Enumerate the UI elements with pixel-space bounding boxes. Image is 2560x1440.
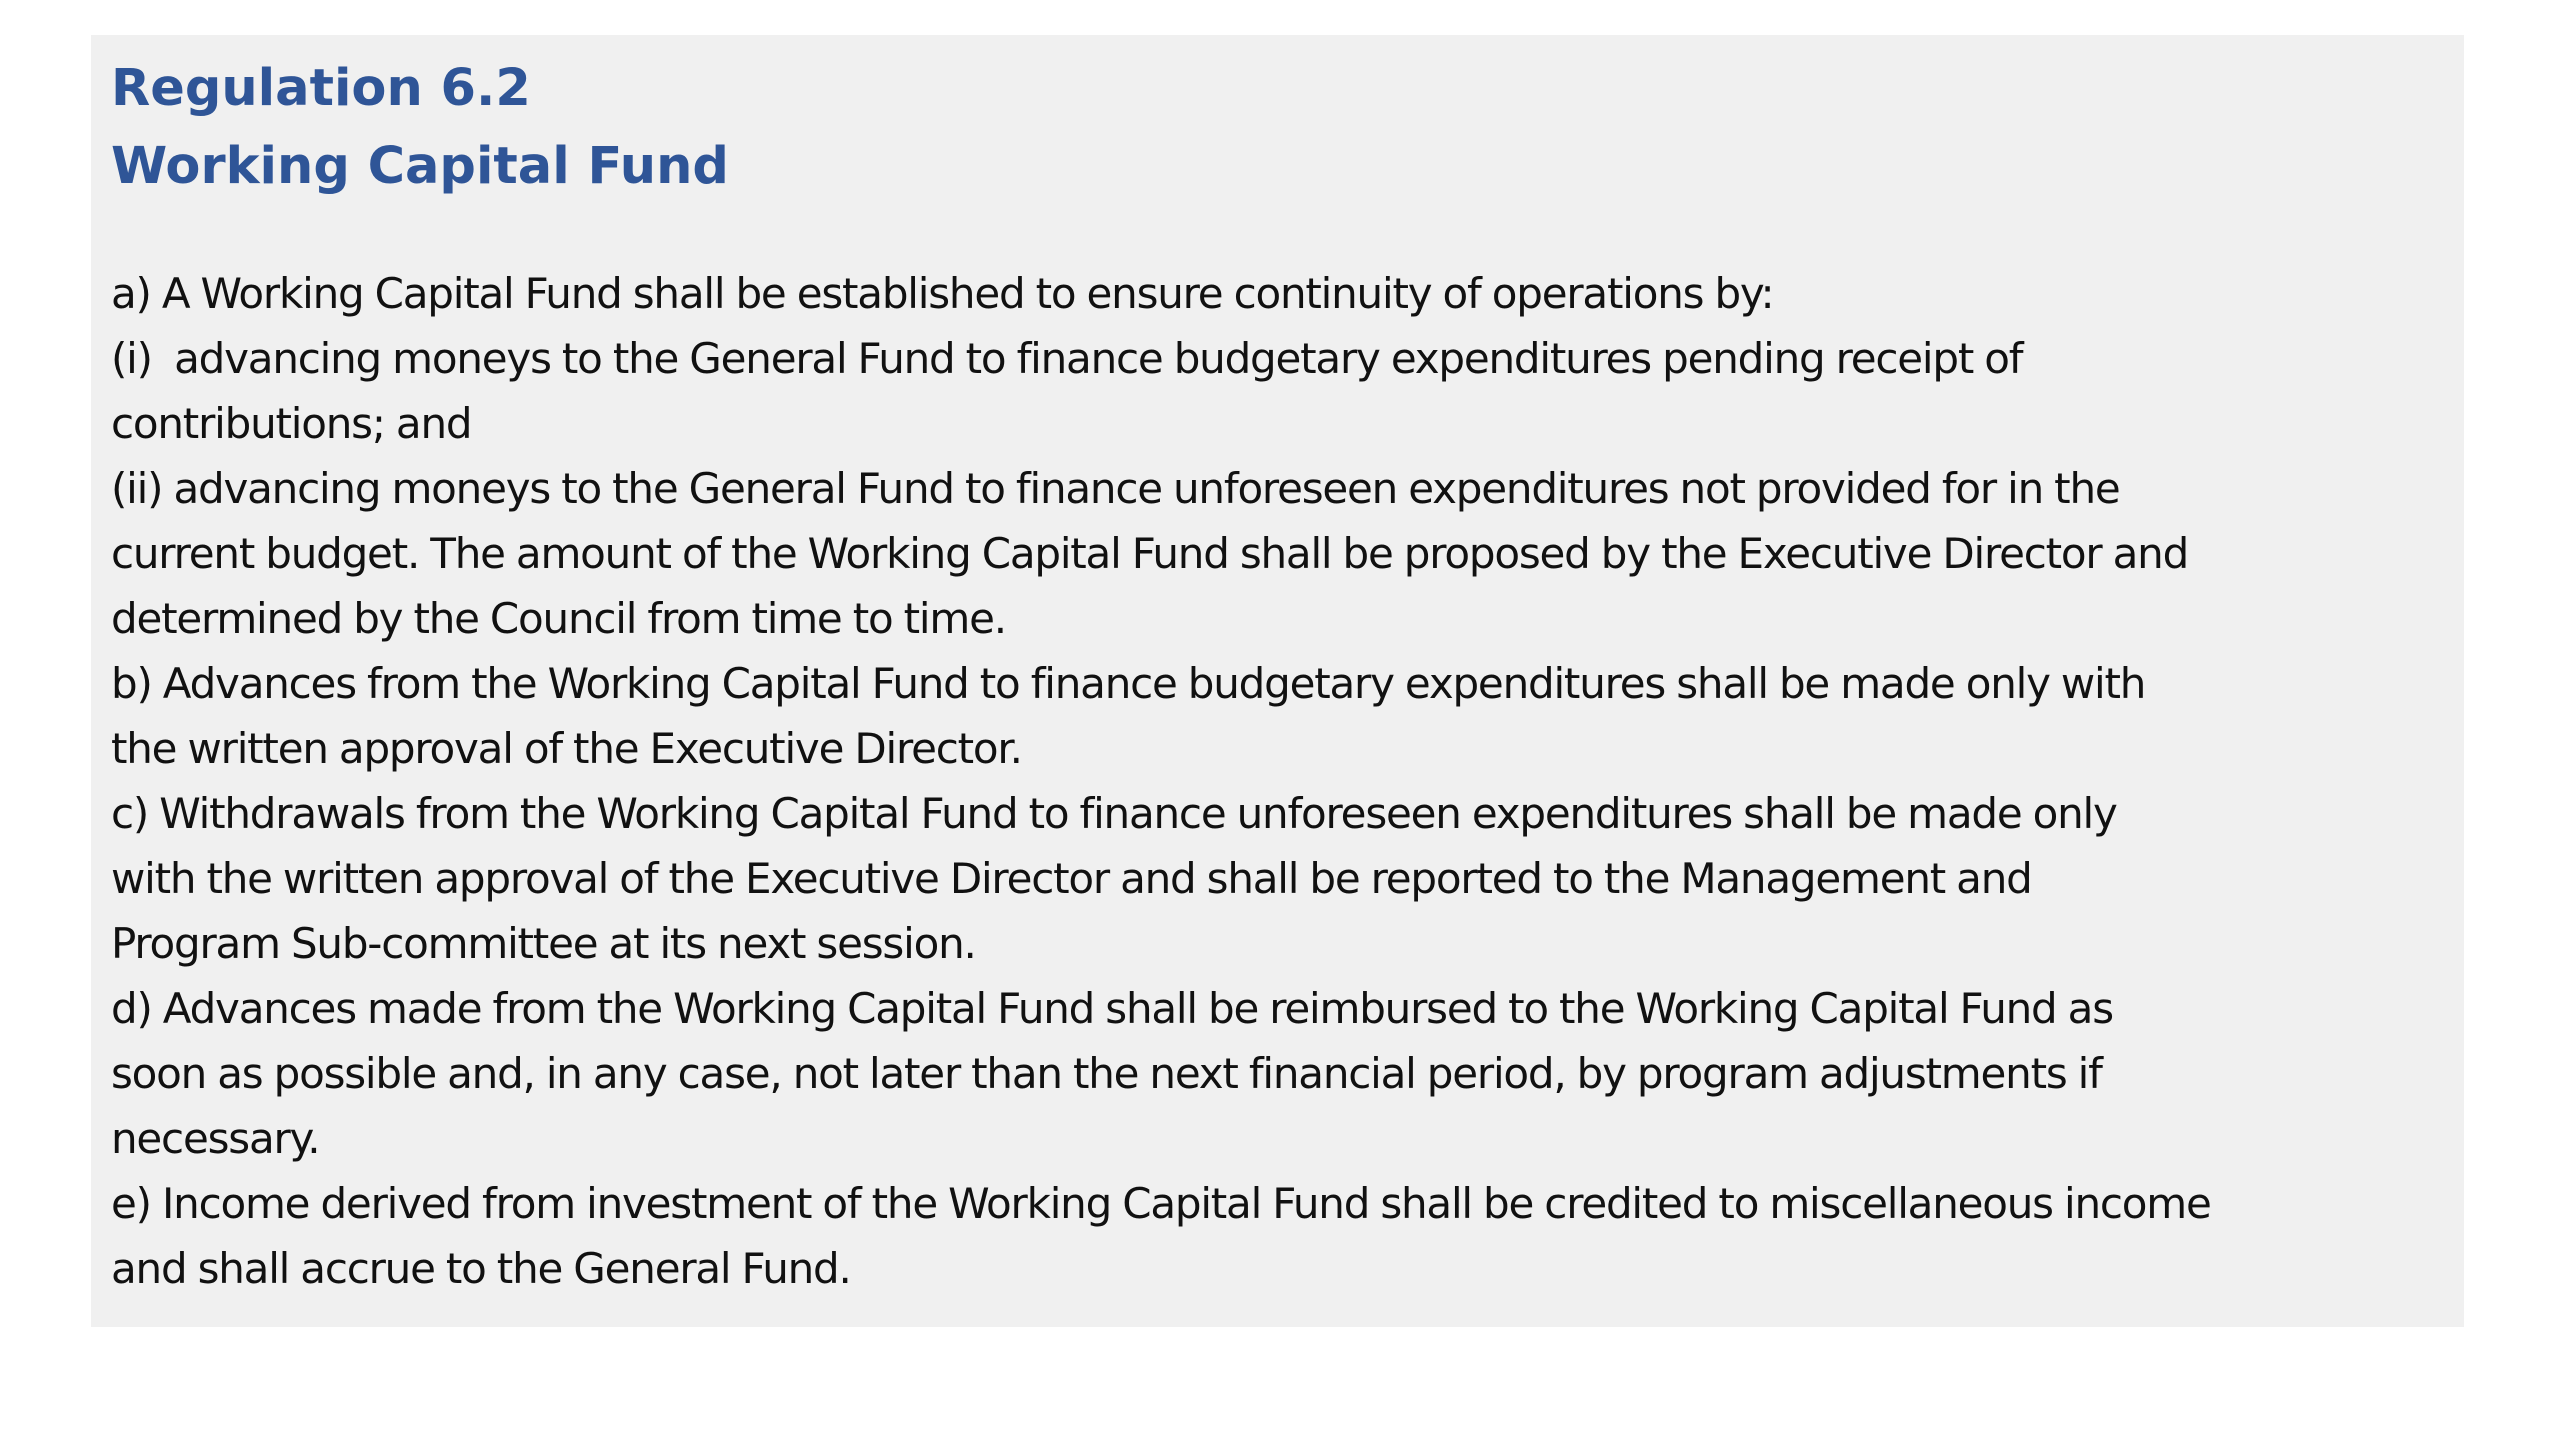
clause-b-line-2: the written approval of the Executive Director. — [111, 724, 1022, 773]
clause-b-line-1: b) Advances from the Working Capital Fund to finance budgetary expenditures shall be made only with — [111, 659, 2146, 708]
clause-a-i-line-1: (i) advancing moneys to the General Fund to finance budgetary expenditures pending receipt of — [111, 334, 2023, 383]
clause-c-line-3: Program Sub-committee at its next session. — [111, 919, 976, 968]
clause-a-ii-line-3: determined by the Council from time to time. — [111, 594, 1006, 643]
clause-a-line: a) A Working Capital Fund shall be established to ensure continuity of operations by: — [111, 269, 1774, 318]
regulation-number: Regulation 6.2 — [111, 59, 531, 118]
clause-a-ii-line-2: current budget. The amount of the Working Capital Fund shall be proposed by the Executive Director and — [111, 529, 2189, 578]
clause-a-i-line-2: contributions; and — [111, 399, 472, 448]
clause-e-line-2: and shall accrue to the General Fund. — [111, 1244, 851, 1293]
clause-c-line-2: with the written approval of the Executive Director and shall be reported to the Management and — [111, 854, 2032, 903]
regulation-panel — [91, 35, 2464, 1327]
clause-e-line-1: e) Income derived from investment of the Working Capital Fund shall be credited to miscellaneous income — [111, 1179, 2211, 1228]
clause-d-line-2: soon as possible and, in any case, not later than the next financial period, by program adjustments if — [111, 1049, 2102, 1098]
clause-a-ii-line-1: (ii) advancing moneys to the General Fund to finance unforeseen expenditures not provided for in the — [111, 464, 2120, 513]
regulation-title: Working Capital Fund — [111, 137, 729, 196]
clause-d-line-3: necessary. — [111, 1114, 320, 1163]
regulation-body — [111, 261, 2444, 1301]
clause-d-line-1: d) Advances made from the Working Capital Fund shall be reimbursed to the Working Capital Fund as — [111, 984, 2113, 1033]
clause-c-line-1: c) Withdrawals from the Working Capital Fund to finance unforeseen expenditures shall be made only — [111, 789, 2117, 838]
